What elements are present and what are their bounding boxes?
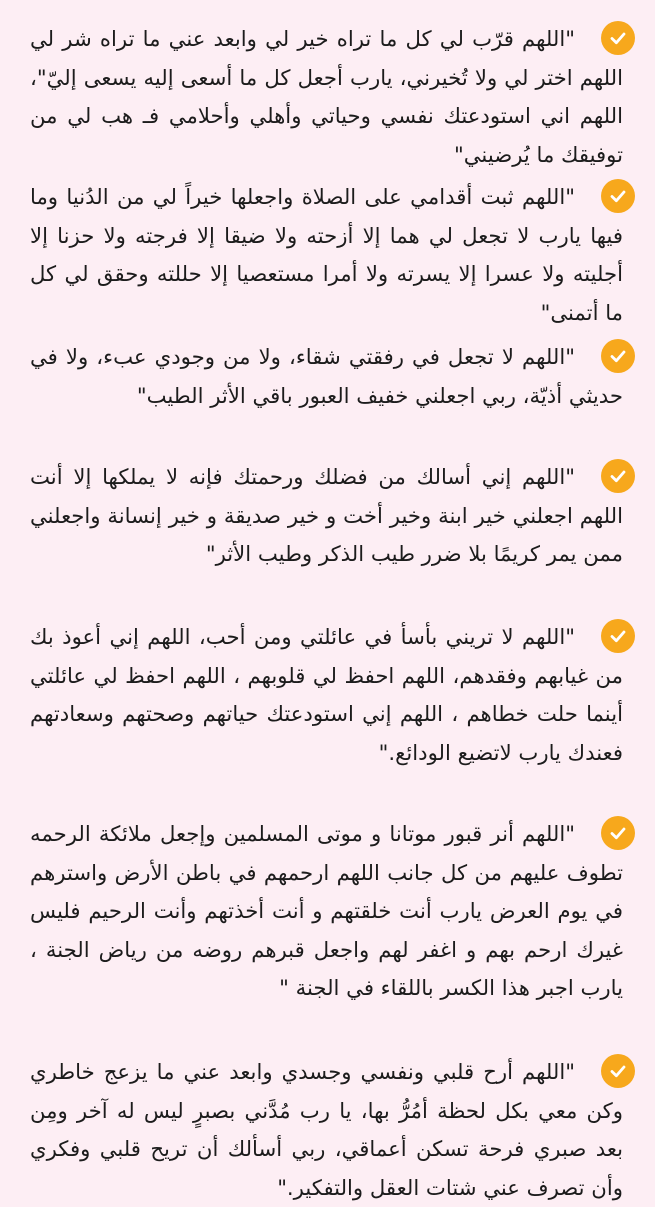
dua-item [30,458,655,574]
dua-item [30,178,655,332]
check-circle-icon [601,816,635,850]
dua-text: "اللهم لا تجعل في رفقتي شقاء، ولا من وجودي عبء، ولا في حديثي أذيّة، ربي اجعلني خفيف العبور باقي الأثر الطيب" [30,344,623,408]
check-circle-icon [601,21,635,55]
dua-text: "اللهم ثبت أقدامي على الصلاة واجعلها خيراً لي من الدُنيا وما فيها يارب لا تجعل لي هما إلا أزحته ولا ضيقا إلا فرجته ولا حزنا إلا أجليته ولا عسرا إلا يسرته ولا أمرا مستعصيا إلا حللته وحقق لي كل ما أتمنى" [30,184,623,325]
check-circle-icon [601,1054,635,1088]
dua-item [30,815,655,1008]
dua-item [30,1053,655,1207]
check-circle-icon [601,339,635,373]
dua-text: "اللهم أرح قلبي ونفسي وجسدي وابعد عني ما يزعج خاطري وكن معي بكل لحظة أمُرُّ بها، يا رب مُدَّني بصبرٍ ليس له آخر ومِن بعد صبري فرحة تسكن أعماقي، ربي أسألك أن تريح قلبي وفكري وأن تصرف عني شتات العقل والتفكير." [30,1059,623,1200]
check-circle-icon [601,179,635,213]
dua-text: "اللهم قرّب لي كل ما تراه خير لي وابعد عني ما تراه شر لي اللهم اختر لي ولا تُخيرني، يارب أجعل كل ما أسعى إليه يسعى إليّ"، اللهم اني استودعتك نفسي وحياتي وأهلي وأحلامي فـ هب لي من توفيقك ما يُرضيني" [30,26,623,167]
dua-item [30,338,655,415]
dua-text: "اللهم إني أسالك من فضلك ورحمتك فإنه لا يملكها إلا أنت اللهم اجعلني خير ابنة وخير أخت و خير صديقة و خير إنسانة واجعلني ممن يمر كريمًا بلا ضرر طيب الذكر وطيب الأثر" [30,464,623,566]
check-circle-icon [601,459,635,493]
dua-item [30,20,655,174]
dua-item [30,618,655,772]
check-circle-icon [601,619,635,653]
dua-text: "اللهم لا تريني بأسأ في عائلتي ومن أحب، اللهم إني أعوذ بك من غيابهم وفقدهم، اللهم احفظ لي قلوبهم ، اللهم احفظ لي عائلتي أينما حلت خطاهم ، اللهم إني استودعتك حياتهم وصحتهم وسعادتهم فعندك يارب لاتضيع الودائع." [30,624,623,765]
dua-text: "اللهم أنر قبور موتانا و موتى المسلمين وإجعل ملائكة الرحمه تطوف عليهم من كل جانب اللهم ارحمهم في باطن الأرض واسترهم في يوم العرض يارب أنت خلقتهم و أنت أخذتهم وأنت الرحيم فليس غيرك ارحم بهم و اغفر لهم واجعل قبرهم روضه من رياض الجنة ، يارب اجبر هذا الكسر باللقاء في الجنة " [30,821,623,1000]
